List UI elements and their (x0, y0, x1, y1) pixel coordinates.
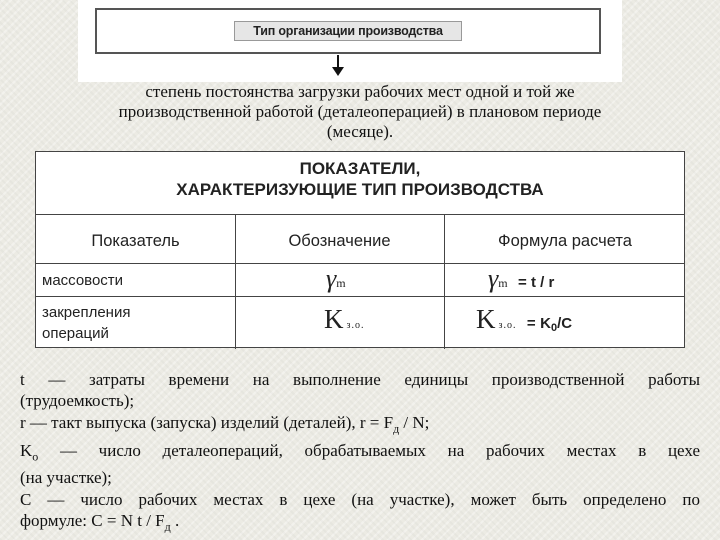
note-line-7: формуле: С = N t / $F_д$ . (20, 511, 180, 534)
table-title-line-1: ПОКАЗАТЕЛИ, (299, 159, 421, 178)
organization-type-box (95, 8, 601, 54)
indicators-table (35, 151, 685, 348)
note-line-2: (трудоемкость); (20, 391, 135, 411)
note-line-6: С — число рабочих местах в цехе (на участке), может быть определено по (20, 489, 700, 509)
row-label-fixing (42, 302, 130, 344)
column-header-formula: Формула расчета (498, 232, 632, 250)
fixing-symbol: Kз.о. (324, 304, 365, 334)
note-line-3: r — такт выпуска (запуска) изделий (деталей), $r = F_д / N$; (20, 412, 430, 436)
organization-type-label: Тип организации производства (234, 21, 461, 41)
row-label-fixing-line-1: закрепления (42, 304, 131, 321)
table-title-line-2: ХАРАКТЕРИЗУЮЩИЕ ТИП ПРОИЗВОДСТВА (176, 180, 544, 199)
definition-line-1: степень постоянства загрузки рабочих мест одной и той же (145, 82, 575, 101)
row-label-fixing-line-2: операций (42, 325, 109, 342)
row-label-mass: массовости (42, 272, 124, 289)
note-line-1: t — затраты времени на выполнение единицы производственной работы (20, 370, 700, 389)
fixing-formula: Kз.о. = K0/С (476, 304, 573, 334)
definition-line-3: (месяце). (326, 122, 394, 141)
note-line-4: $K_о$ — число деталеопераций, обрабатываемых на рабочих местах в цехе (20, 440, 700, 463)
row-divider (36, 263, 684, 264)
note-line-5: (на участке); (20, 468, 112, 488)
down-arrow-icon (332, 67, 344, 76)
notes-text (20, 369, 700, 538)
mass-symbol: γm (326, 264, 346, 293)
definition-line-2: производственной работой (деталеоперацией) в плановом периоде (118, 102, 602, 121)
column-header-designation: Обозначение (288, 232, 391, 250)
table-title (36, 152, 684, 215)
mass-formula: γm = t / r (488, 264, 555, 293)
definition-text (40, 82, 680, 142)
column-header-indicator: Показатель (91, 232, 180, 250)
row-divider (36, 296, 684, 297)
